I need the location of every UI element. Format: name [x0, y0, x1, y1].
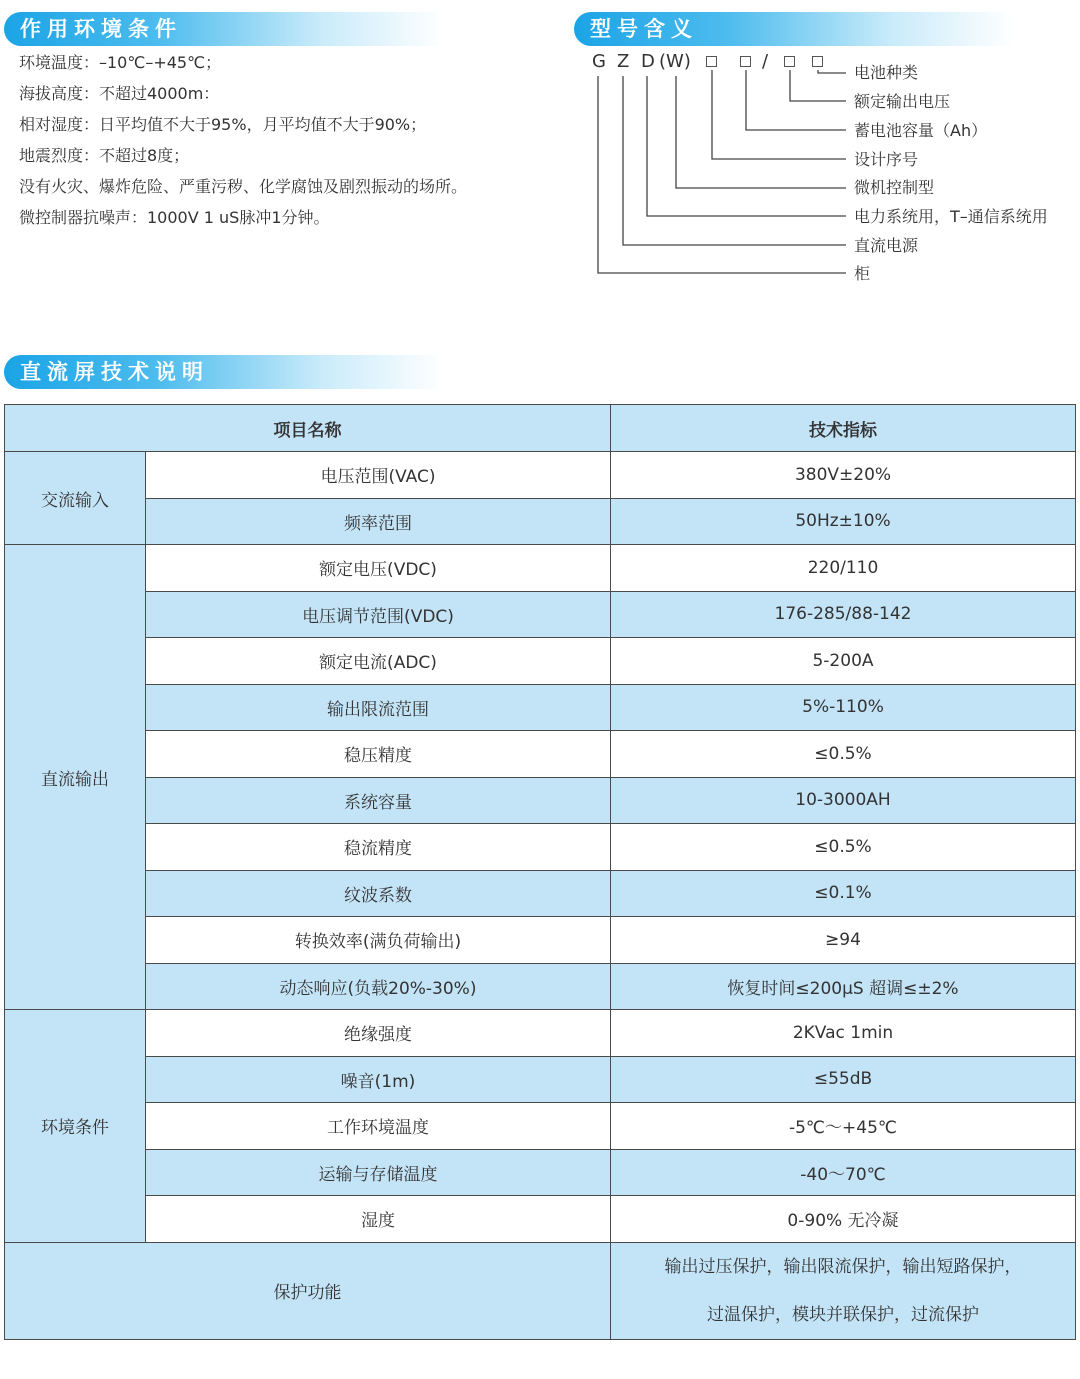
table-row [5, 824, 1076, 871]
group-label: 环境条件 [5, 1010, 146, 1243]
table-row-protection [5, 1242, 1076, 1339]
row-item: 纹波系数 [146, 870, 611, 917]
code-label: 微机控制型 [854, 178, 935, 197]
row-item: 额定电压(VDC) [146, 545, 611, 592]
header-spec: 技术指标 [611, 405, 1076, 452]
row-item: 频率范围 [146, 498, 611, 545]
row-item: 绝缘强度 [146, 1010, 611, 1057]
table-row [5, 870, 1076, 917]
row-item: 电压调节范围(VDC) [146, 591, 611, 638]
env-condition-item: 地震烈度：不超过8度； [19, 146, 190, 165]
row-value: ≤0.5% [611, 731, 1076, 778]
protection-line: 输出过压保护，输出限流保护，输出短路保护， [664, 1256, 1022, 1277]
code-label: 柜 [854, 264, 871, 283]
row-value: 50Hz±10% [611, 498, 1076, 545]
table-row [5, 917, 1076, 964]
row-value: ≤55dB [611, 1056, 1076, 1103]
table-row [5, 731, 1076, 778]
row-value: 176-285/88-142 [611, 591, 1076, 638]
code-placeholder-box [784, 56, 795, 67]
row-item: 工作环境温度 [146, 1103, 611, 1150]
row-item: 湿度 [146, 1196, 611, 1243]
group-label: 交流输入 [5, 452, 146, 545]
row-item: 动态响应(负载20%-30%) [146, 963, 611, 1010]
table-row [5, 545, 1076, 592]
table-row [5, 1149, 1076, 1196]
env-conditions-list [19, 47, 467, 233]
code-label: 电力系统用，T–通信系统用 [854, 207, 1048, 226]
code-placeholder-box [812, 56, 823, 67]
header-item-name: 项目名称 [5, 405, 611, 452]
row-item: 额定电流(ADC) [146, 638, 611, 685]
row-item: 稳压精度 [146, 731, 611, 778]
table-row [5, 1056, 1076, 1103]
row-value: 2KVac 1min [611, 1010, 1076, 1057]
table-row [5, 591, 1076, 638]
env-condition-item: 没有火灾、爆炸危险、严重污秽、化学腐蚀及剧烈振动的场所。 [19, 177, 468, 196]
row-item: 运输与存储温度 [146, 1149, 611, 1196]
row-item: 转换效率(满负荷输出) [146, 917, 611, 964]
row-item: 输出限流范围 [146, 684, 611, 731]
protection-line: 过温保护，模块并联保护，过流保护 [707, 1304, 979, 1325]
model-meaning-title: 型号含义 [574, 12, 1014, 46]
table-row [5, 777, 1076, 824]
row-value: 恢复时间≤200μS 超调≤±2% [611, 963, 1076, 1010]
table-row [5, 1010, 1076, 1057]
env-condition-item: 环境温度：–10℃–+45℃； [19, 53, 222, 72]
table-row [5, 963, 1076, 1010]
env-condition-item: 海拔高度：不超过4000m： [19, 84, 220, 103]
code-label: 额定输出电压 [854, 92, 951, 111]
row-value: -5℃～+45℃ [611, 1103, 1076, 1150]
row-value: 380V±20% [611, 452, 1076, 499]
code-label: 直流电源 [854, 236, 919, 255]
table-header-row [5, 405, 1076, 452]
row-item: 系统容量 [146, 777, 611, 824]
table-row [5, 1196, 1076, 1243]
protection-label: 保护功能 [5, 1242, 611, 1339]
table-row [5, 452, 1076, 499]
code-placeholder-box [740, 56, 751, 67]
code-char-w: (W) [659, 51, 691, 72]
tech-spec-table [4, 404, 1076, 1340]
row-value: ≥94 [611, 917, 1076, 964]
env-condition-item: 微控制器抗噪声：1000V 1 uS脉冲1分钟。 [19, 208, 330, 227]
code-placeholder-box [706, 56, 717, 67]
row-value: ≤0.1% [611, 870, 1076, 917]
table-row [5, 638, 1076, 685]
code-char-slash: / [762, 51, 769, 72]
row-item: 电压范围(VAC) [146, 452, 611, 499]
tech-spec-title: 直流屏技术说明 [4, 355, 444, 389]
code-char-g: G [592, 51, 606, 72]
env-condition-item: 相对湿度：日平均值不大于95%，月平均值不大于90%； [19, 115, 427, 134]
row-item: 噪音(1m) [146, 1056, 611, 1103]
group-label: 直流输出 [5, 545, 146, 1010]
row-value: 5%-110% [611, 684, 1076, 731]
code-label: 蓄电池容量（Ah） [854, 121, 988, 140]
code-label: 电池种类 [854, 63, 919, 82]
row-value: 10-3000AH [611, 777, 1076, 824]
code-char-d: D [641, 51, 655, 72]
env-conditions-title: 作用环境条件 [4, 12, 444, 46]
code-label: 设计序号 [854, 150, 919, 169]
table-row [5, 684, 1076, 731]
row-value: 220/110 [611, 545, 1076, 592]
table-row [5, 1103, 1076, 1150]
row-item: 稳流精度 [146, 824, 611, 871]
code-char-z: Z [617, 51, 630, 72]
row-value: -40～70℃ [611, 1149, 1076, 1196]
row-value: 5-200A [611, 638, 1076, 685]
table-row [5, 498, 1076, 545]
protection-value [611, 1242, 1076, 1339]
row-value: 0-90% 无冷凝 [611, 1196, 1076, 1243]
row-value: ≤0.5% [611, 824, 1076, 871]
